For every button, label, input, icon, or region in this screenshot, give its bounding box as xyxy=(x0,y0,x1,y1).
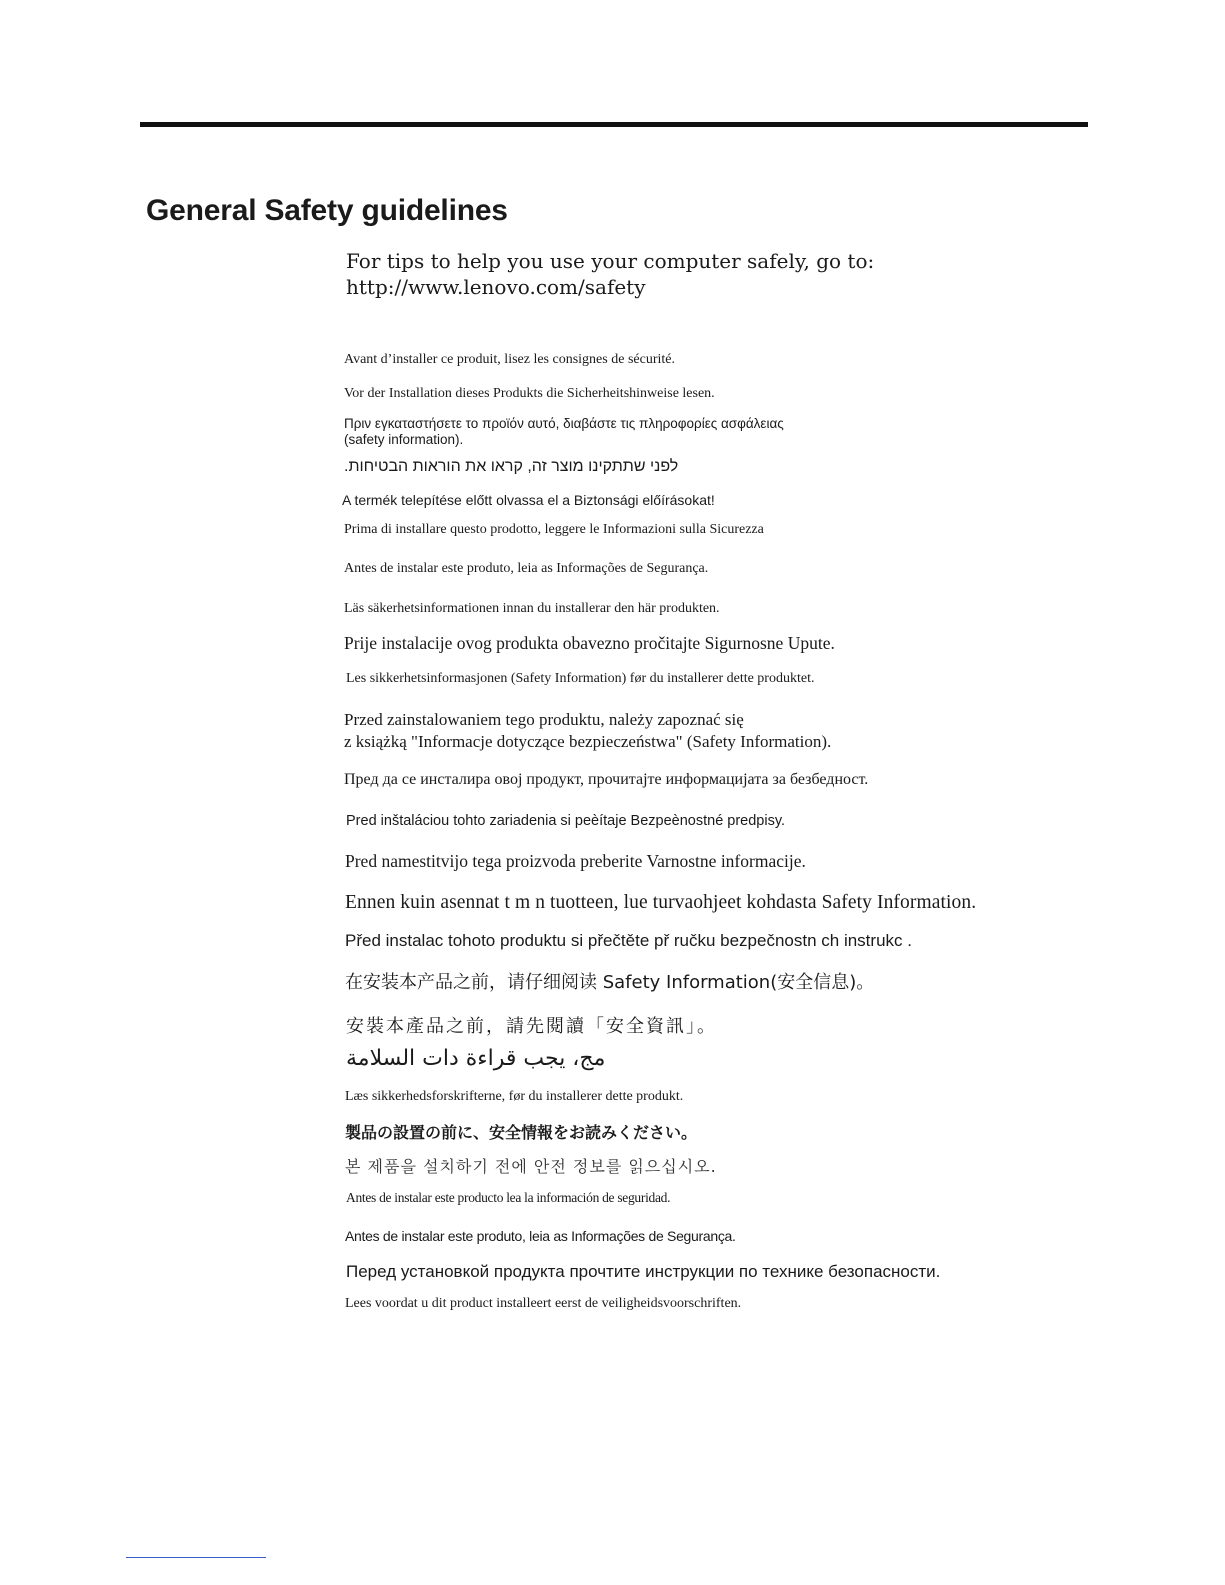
statement-spanish: Antes de instalar este producto lea la información de seguridad. xyxy=(346,1190,671,1205)
top-rule xyxy=(140,122,1088,127)
statement-greek xyxy=(344,416,784,448)
statement-croatian: Prije instalacije ovog produkta obavezno pročitajte Sigurnosne Upute. xyxy=(344,633,835,653)
statement-swedish: Läs säkerhetsinformationen innan du installerar den här produkten. xyxy=(344,601,720,616)
statement-french: Avant d’installer ce produit, lisez les consignes de sécurité. xyxy=(344,352,675,367)
statement-norwegian: Les sikkerhetsinformasjonen (Safety Information) før du installerer dette produktet. xyxy=(346,671,815,686)
statement-czech: Před instalac tohoto produktu si přečtěte př ručku bezpečnostn ch instrukc . xyxy=(345,931,912,950)
statement-greek-line2: (safety information). xyxy=(344,432,464,447)
statement-portuguese-br: Antes de instalar este produto, leia as Informações de Segurança. xyxy=(344,561,709,576)
statement-portuguese: Antes de instalar este produto, leia as Informações de Segurança. xyxy=(345,1228,736,1244)
statement-german: Vor der Installation dieses Produkts die Sicherheitshinweise lesen. xyxy=(344,386,715,401)
safety-url: http://www.lenovo.com/safety xyxy=(346,275,646,299)
page-title: General Safety guidelines xyxy=(146,194,508,227)
statement-polish-line1: Przed zainstalowaniem tego produktu, należy zapoznać się xyxy=(344,710,744,729)
statement-hebrew: לפני שתתקינו מוצר זה, קראו את הוראות הבטיחות. xyxy=(344,458,679,475)
statement-russian: Перед установкой продукта прочтите инструкции по технике безопасности. xyxy=(346,1262,941,1281)
intro-block xyxy=(346,248,874,300)
statement-finnish: Ennen kuin asennat t m n tuotteen, lue turvaohjeet kohdasta Safety Information. xyxy=(345,892,977,913)
statement-dutch: Lees voordat u dit product installeert eerst de veiligheidsvoorschriften. xyxy=(345,1296,742,1311)
statement-slovak: Pred inštaláciou tohto zariadenia si peèítaje Bezpeènostné predpisy. xyxy=(346,813,786,829)
statement-chinese-simplified: 在安装本产品之前，请仔细阅读 Safety Information(安全信息)。 xyxy=(345,972,875,993)
statement-macedonian: Пред да се инсталира овој продукт, прочитајте информацијата за безбедност. xyxy=(344,771,869,788)
statement-japanese: 製品の設置の前に、安全情報をお読みください。 xyxy=(345,1123,698,1142)
statement-italian: Prima di installare questo prodotto, leggere le Informazioni sulla Sicurezza xyxy=(344,522,764,537)
statement-greek-line1: Πριν εγκαταστήσετε το προϊόν αυτό, διαβάστε τις πληροφορίες ασφάλειας xyxy=(344,416,784,431)
statement-arabic: مج، يجب قراءة دات السلامة xyxy=(346,1046,606,1071)
statement-hungarian: A termék telepítése előtt olvassa el a Biztonsági előírásokat! xyxy=(342,492,715,508)
statement-polish-line2: z książką "Informacje dotyczące bezpieczeństwa" (Safety Information). xyxy=(344,732,832,751)
statement-danish: Læs sikkerhedsforskrifterne, før du installerer dette produkt. xyxy=(345,1089,684,1104)
statement-chinese-traditional: 安裝本產品之前，請先閱讀「安全資訊」。 xyxy=(346,1016,717,1037)
intro-text: For tips to help you use your computer safely, go to: xyxy=(346,249,875,273)
statement-slovenian: Pred namestitvijo tega proizvoda preberite Varnostne informacije. xyxy=(345,851,806,871)
footer-link-underline xyxy=(126,1557,266,1558)
statement-polish xyxy=(344,709,831,753)
statement-korean: 본 제품을 설치하기 전에 안전 정보를 읽으십시오. xyxy=(345,1157,717,1176)
